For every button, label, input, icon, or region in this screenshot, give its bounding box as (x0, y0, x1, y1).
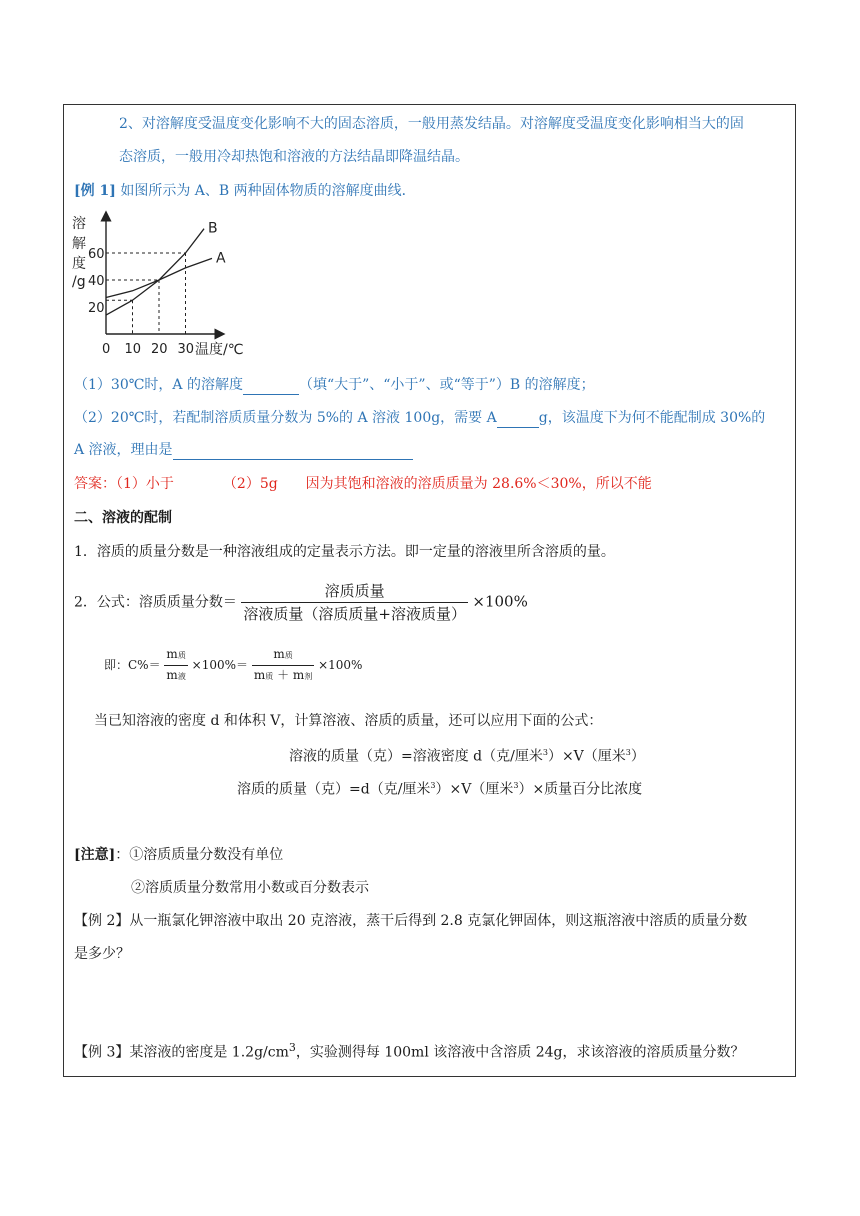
formula-numerator: 溶质质量 (324, 582, 385, 600)
answer-blank[interactable] (173, 443, 413, 460)
formula-part: ）×V（厘米 (547, 748, 626, 765)
definition-line: 1．溶质的质量分数是一种溶液组成的定量表示方法。即一定量的溶液里所含溶质的量。 (74, 544, 615, 560)
cube-superscript: 3 (625, 748, 631, 757)
sub-label: 剂 (304, 672, 313, 681)
formula-part: 溶液的质量（克）=溶液密度 d（克/厘米 (289, 748, 543, 765)
answer-blank[interactable] (243, 378, 299, 395)
c-formula-mid: ×100%＝ (191, 658, 249, 672)
answer-line: 答案：（1）小于 （2）5g 因为其饱和溶液的溶质质量为 28.6%＜30%，所以不能 (74, 476, 652, 492)
y-tick-label: 40 (88, 274, 105, 289)
example-1-heading (74, 181, 416, 201)
question-2-part-a: （2）20℃时，若配制溶质质量分数为 5%的 A 溶液 100g，需要 A (74, 410, 497, 426)
x-tick-label: 0 (102, 342, 111, 357)
c-formula-tail: ×100% (318, 658, 363, 672)
y-tick-label: 60 (88, 247, 105, 262)
x-tick-label: 20 (151, 342, 168, 357)
cube-superscript: 3 (430, 781, 436, 790)
formula-part: ）×质量百分比浓度 (518, 781, 643, 798)
solute-mass-formula (237, 776, 642, 800)
question-1 (74, 375, 595, 395)
note-line-2: ②溶质质量分数常用小数或百分数表示 (131, 880, 369, 896)
x-axis-label: 温度/℃ (195, 342, 244, 358)
example-text: 如图所示为 A、B 两种固体物质的溶解度曲线． (120, 183, 416, 199)
x-tick-label: 10 (124, 342, 142, 357)
example-3-part-b: ，实验测得每 100ml 该溶液中含溶质 24g，求该溶液的溶质质量分数？ (295, 1044, 745, 1061)
note-label: [注意] (74, 847, 116, 863)
y-axis-label-4: /g (72, 274, 86, 290)
series-label-A: A (216, 250, 226, 267)
formula-part: 溶质的质量（克）=d（克/厘米 (237, 781, 431, 798)
series-label-B: B (208, 220, 218, 237)
paragraph-line: 态溶质，一般用冷却热饱和溶液的方法结晶即降温结晶。 (119, 149, 469, 165)
y-axis-label-1: 溶 (72, 216, 86, 232)
sub-label: 质 (284, 651, 293, 660)
c-fraction-1 (164, 645, 187, 686)
answer-blank[interactable] (497, 411, 539, 428)
curve-A (106, 258, 212, 297)
density-intro: 当已知溶液的密度 d 和体积 V，计算溶液、溶质的质量，还可以应用下面的公式： (94, 713, 603, 729)
formula-line (74, 580, 528, 625)
formula-part: ）×V（厘米 (435, 781, 514, 798)
x-tick-label: 30 (177, 342, 195, 357)
question-1-part-a: （1）30℃时，A 的溶解度 (74, 377, 243, 393)
y-axis-label-3: 度 (72, 256, 86, 272)
section-2-title: 二、溶液的配制 (74, 510, 172, 526)
question-2-part-c: A 溶液，理由是 (74, 442, 173, 458)
m-symbol: m (273, 647, 285, 661)
formula-tail: ×100% (472, 592, 528, 611)
formula-part: ） (630, 748, 645, 765)
curve-B (106, 229, 204, 315)
paragraph-line: 2、对溶解度受温度变化影响不大的固态溶质，一般用蒸发结晶。对溶解度受温度变化影响相当大的固 (119, 116, 744, 132)
cube-superscript: 3 (542, 748, 548, 757)
cube-superscript: 3 (288, 1041, 296, 1054)
example-2-line-1: 【例 2】从一瓶氯化钾溶液中取出 20 克溶液，蒸干后得到 2.8 克氯化钾固体，则这瓶溶液中溶质的质量分数 (74, 913, 748, 929)
solubility-chart (68, 208, 258, 358)
note-text: ：①溶质质量分数没有单位 (115, 847, 284, 863)
formula-fraction (241, 580, 468, 625)
cube-superscript: 3 (513, 781, 519, 790)
example-label: [例 1] (74, 183, 116, 199)
sub-label: 质 (177, 651, 186, 660)
c-formula (104, 645, 362, 686)
m-symbol: m (253, 668, 266, 682)
example-3 (74, 1038, 744, 1063)
y-tick-label: 20 (88, 301, 105, 316)
example-3-part-a: 【例 3】某溶液的密度是 1.2g/cm (74, 1044, 289, 1061)
m-symbol: m (166, 647, 178, 661)
example-2-line-2: 是多少？ (74, 946, 130, 962)
formula-label: 2．公式：溶质质量分数＝ (74, 594, 237, 611)
m-symbol: m (166, 668, 178, 682)
sub-label: 液 (177, 672, 186, 681)
question-2 (74, 408, 765, 428)
solution-mass-formula (289, 743, 645, 767)
chart-plot (88, 221, 226, 357)
plus-m: ＋ m (277, 668, 305, 682)
question-1-part-b: （填“大于”、“小于”、或“等于”）B 的溶解度； (298, 377, 595, 393)
question-2-part-b: g，该温度下为何不能配制成 30%的 (538, 410, 766, 426)
y-axis-label-2: 解 (72, 236, 86, 252)
c-fraction-2 (252, 645, 314, 686)
c-formula-prefix: 即：C%＝ (104, 658, 161, 672)
question-2-line-2 (74, 440, 413, 460)
sub-label: 质 (265, 672, 274, 681)
formula-denominator: 溶液质量（溶质质量+溶液质量） (241, 602, 468, 625)
note-line-1 (74, 845, 283, 865)
